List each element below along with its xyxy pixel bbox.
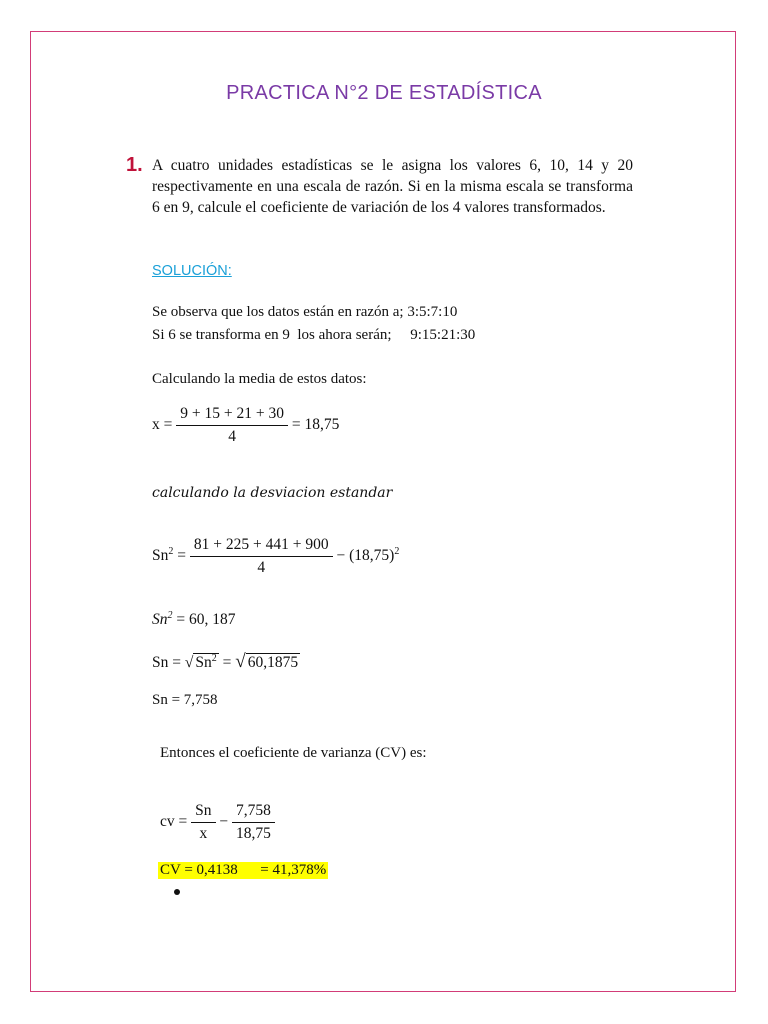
cv-result-highlighted: CV = 0,4138 = 41,378%: [160, 862, 327, 878]
solution-heading: SOLUCIÓN:: [152, 263, 232, 279]
mean-numerator: 9 + 15 + 21 + 30: [176, 405, 288, 426]
mean-lhs: x =: [152, 416, 173, 434]
variance-result-rhs: = 60, 187: [176, 611, 236, 629]
variance-result-base: Sn: [152, 611, 168, 629]
problem-number: 1.: [126, 154, 143, 176]
sn-value: Sn = 7,758: [152, 692, 218, 708]
std-intro: calculando la desviacion estandar: [152, 485, 393, 501]
variance-result-exp: 2: [167, 610, 173, 621]
variance-lhs-exp: 2: [168, 545, 174, 557]
sqrt-value: √ 60,1875: [235, 651, 299, 672]
problem-statement: A cuatro unidades estadísticas se le asigna los valores 6, 10, 14 y 20 respectivamente en una escala de razón. Si en la misma escala se transforma 6 en 9, calcule el coeficiente de variación de los 4 valores transformados.: [152, 157, 633, 216]
variance-eq: =: [177, 547, 186, 565]
mean-formula: [152, 405, 339, 446]
sn-root-formula: [152, 651, 300, 673]
observation-line-2: Si 6 se transforma en 9 los ahora serán; 9:15:21:30: [152, 327, 476, 343]
sqrt-sn2-exp: 2: [211, 652, 217, 664]
mean-intro: Calculando la media de estos datos:: [152, 371, 367, 387]
cv-operator: −: [219, 813, 229, 831]
variance-lhs: [152, 547, 173, 564]
sn-root-lhs: Sn =: [152, 654, 181, 671]
variance-fraction: [190, 536, 333, 577]
observation-line-1: Se observa que los datos están en razón a; 3:5:7:10: [152, 304, 458, 320]
cv-denominator-1: x: [199, 825, 208, 842]
variance-lhs-base: Sn: [152, 547, 169, 565]
variance-result: [152, 610, 236, 629]
cv-numerator-1: Sn: [191, 802, 215, 823]
variance-minus-exp: 2: [394, 545, 400, 557]
cv-formula: [160, 802, 275, 843]
mean-denominator: 4: [228, 428, 236, 445]
sqrt-sn2-base: Sn: [195, 654, 212, 671]
bullet-point: [174, 889, 180, 895]
cv-fraction-1: [191, 802, 215, 843]
mean-rhs: = 18,75: [291, 416, 340, 434]
cv-fraction-2: [232, 802, 275, 843]
sn-root-eq: =: [222, 654, 232, 671]
variance-denominator: 4: [257, 559, 266, 576]
sqrt-sn2: √ Sn$^2$: [184, 652, 217, 671]
cv-denominator-2: 18,75: [236, 825, 271, 842]
cv-lhs: cv =: [160, 813, 188, 831]
cv-numerator-2: 7,758: [232, 802, 275, 823]
variance-formula: [152, 536, 399, 577]
cv-intro: Entonces el coeficiente de varianza (CV) es:: [160, 745, 427, 761]
variance-numerator: 81 + 225 + 441 + 900: [190, 536, 333, 557]
page-title: PRACTICA N°2 DE ESTADÍSTICA: [226, 82, 542, 104]
mean-fraction: [176, 405, 288, 446]
sqrt-value-radicand: 60,1875: [247, 654, 299, 671]
variance-minus-term: [336, 547, 399, 564]
variance-minus-base: − (18,75): [336, 547, 395, 565]
